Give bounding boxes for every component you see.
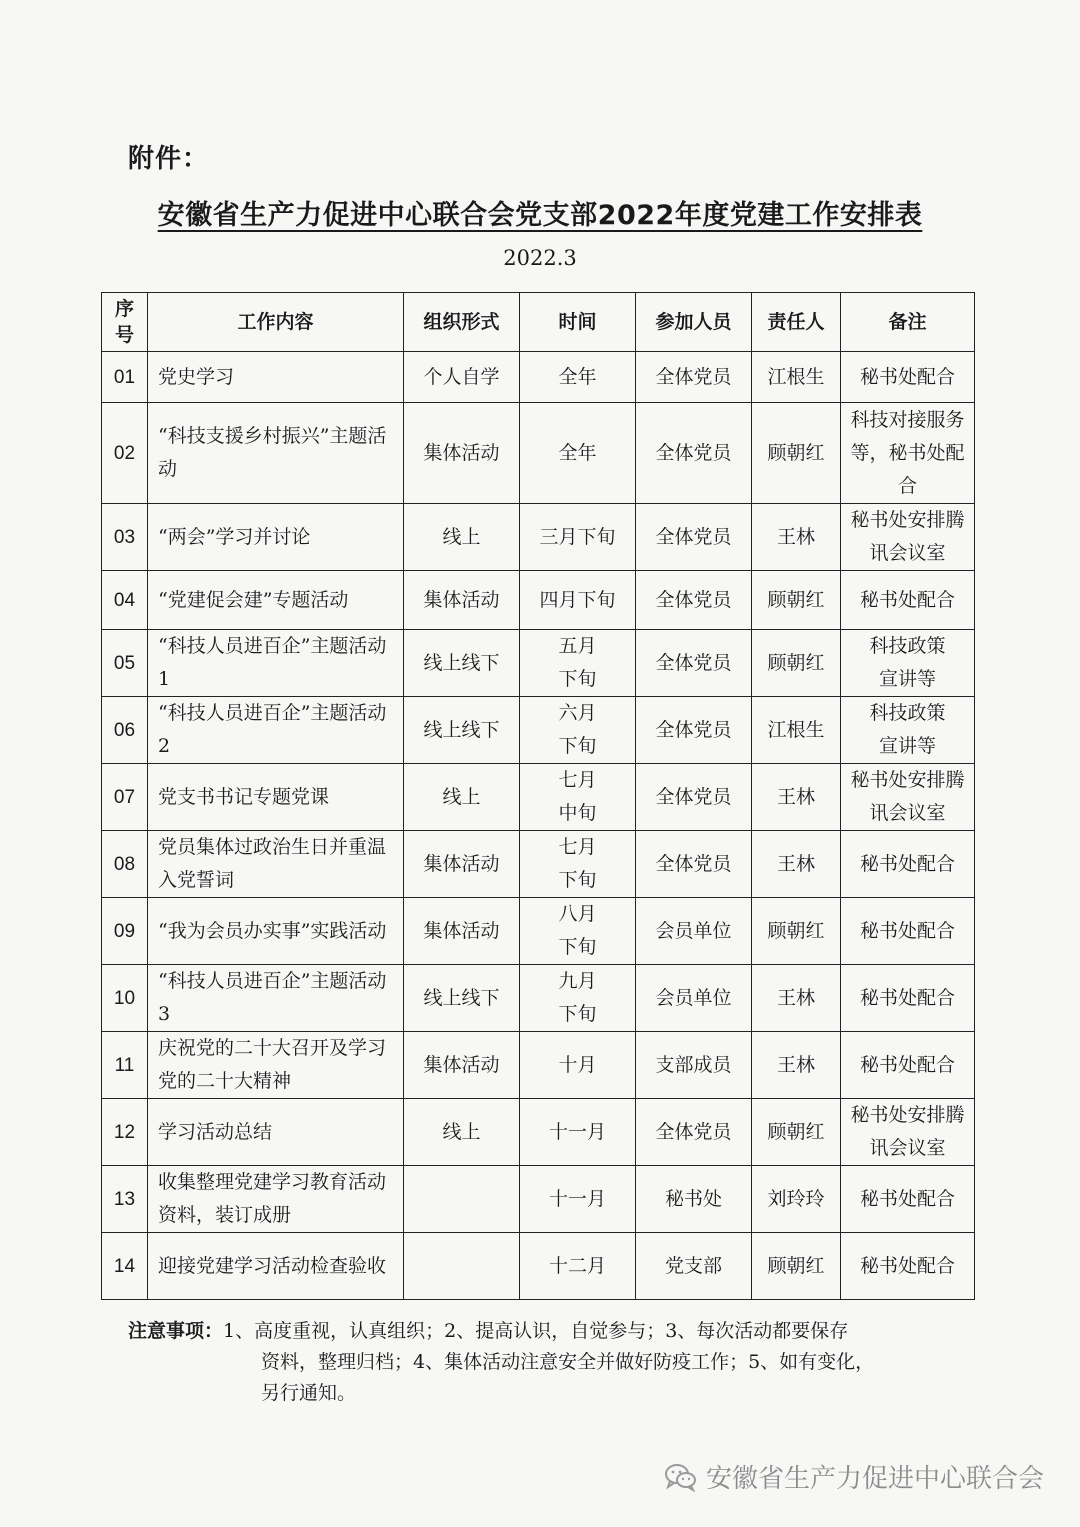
cell-remarks: 秘书处配合	[841, 1032, 975, 1099]
cell-no: 06	[102, 697, 148, 764]
cell-no: 03	[102, 504, 148, 571]
header-no: 序号	[102, 293, 148, 352]
cell-time: 全年	[520, 352, 636, 403]
cell-responsible: 江根生	[752, 697, 841, 764]
cell-participants: 会员单位	[636, 965, 752, 1032]
notes-line-2: 资料，整理归档；4、集体活动注意安全并做好防疫工作；5、如有变化，	[261, 1351, 875, 1373]
cell-form: 线上线下	[404, 965, 520, 1032]
cell-remarks: 秘书处配合	[841, 831, 975, 898]
schedule-table	[101, 292, 975, 1300]
cell-responsible: 顾朝红	[752, 630, 841, 697]
cell-content: “科技支援乡村振兴”主题活动	[148, 403, 404, 504]
cell-time: 十二月	[520, 1233, 636, 1300]
table-row	[102, 403, 975, 504]
table-row	[102, 898, 975, 965]
attachment-label: 附件：	[128, 144, 210, 174]
cell-no: 13	[102, 1166, 148, 1233]
cell-responsible: 江根生	[752, 352, 841, 403]
table-row	[102, 1032, 975, 1099]
cell-participants: 全体党员	[636, 403, 752, 504]
header-participants: 参加人员	[636, 293, 752, 352]
cell-participants: 全体党员	[636, 504, 752, 571]
cell-time: 十一月	[520, 1099, 636, 1166]
cell-no: 14	[102, 1233, 148, 1300]
cell-remarks: 秘书处配合	[841, 1166, 975, 1233]
document-title: 安徽省生产力促进中心联合会党支部2022年度党建工作安排表	[157, 200, 923, 231]
cell-no: 07	[102, 764, 148, 831]
cell-no: 10	[102, 965, 148, 1032]
cell-participants: 全体党员	[636, 352, 752, 403]
notes-label: 注意事项：	[128, 1320, 224, 1342]
table-row	[102, 764, 975, 831]
cell-form: 线上	[404, 764, 520, 831]
table-row	[102, 504, 975, 571]
cell-no: 12	[102, 1099, 148, 1166]
cell-content: “科技人员进百企”主题活动1	[148, 630, 404, 697]
cell-responsible: 王林	[752, 504, 841, 571]
cell-participants: 全体党员	[636, 831, 752, 898]
header-content: 工作内容	[148, 293, 404, 352]
table-row	[102, 1166, 975, 1233]
cell-form: 线上	[404, 1099, 520, 1166]
cell-form: 集体活动	[404, 1032, 520, 1099]
cell-content: 党支书书记专题党课	[148, 764, 404, 831]
table-row	[102, 352, 975, 403]
cell-remarks: 秘书处配合	[841, 352, 975, 403]
cell-time: 三月下旬	[520, 504, 636, 571]
notes-section	[128, 1316, 958, 1409]
cell-no: 08	[102, 831, 148, 898]
table-row	[102, 630, 975, 697]
cell-content: 党史学习	[148, 352, 404, 403]
cell-content: “党建促会建”专题活动	[148, 571, 404, 630]
cell-participants: 全体党员	[636, 571, 752, 630]
cell-content: “两会”学习并讨论	[148, 504, 404, 571]
wechat-icon	[664, 1462, 698, 1492]
cell-content: 收集整理党建学习教育活动资料，装订成册	[148, 1166, 404, 1233]
cell-time: 十月	[520, 1032, 636, 1099]
cell-form: 线上	[404, 504, 520, 571]
cell-content: 学习活动总结	[148, 1099, 404, 1166]
cell-form	[404, 1166, 520, 1233]
cell-participants: 支部成员	[636, 1032, 752, 1099]
cell-responsible: 刘玲玲	[752, 1166, 841, 1233]
cell-form: 集体活动	[404, 898, 520, 965]
cell-no: 11	[102, 1032, 148, 1099]
cell-remarks: 科技政策宣讲等	[841, 697, 975, 764]
cell-no: 09	[102, 898, 148, 965]
cell-remarks: 秘书处安排腾讯会议室	[841, 764, 975, 831]
document-date: 2022.3	[503, 246, 577, 270]
header-responsible: 责任人	[752, 293, 841, 352]
cell-participants: 全体党员	[636, 764, 752, 831]
cell-form: 线上线下	[404, 630, 520, 697]
cell-remarks: 科技政策宣讲等	[841, 630, 975, 697]
cell-content: 庆祝党的二十大召开及学习党的二十大精神	[148, 1032, 404, 1099]
header-remarks: 备注	[841, 293, 975, 352]
cell-content: “科技人员进百企”主题活动3	[148, 965, 404, 1032]
cell-no: 01	[102, 352, 148, 403]
cell-responsible: 王林	[752, 831, 841, 898]
watermark	[664, 1458, 1044, 1495]
cell-remarks: 秘书处安排腾讯会议室	[841, 1099, 975, 1166]
cell-participants: 党支部	[636, 1233, 752, 1300]
cell-content: “科技人员进百企”主题活动2	[148, 697, 404, 764]
cell-no: 05	[102, 630, 148, 697]
table-row	[102, 831, 975, 898]
cell-remarks: 秘书处配合	[841, 898, 975, 965]
cell-time: 六月下旬	[520, 697, 636, 764]
cell-responsible: 顾朝红	[752, 403, 841, 504]
cell-form	[404, 1233, 520, 1300]
cell-time: 十一月	[520, 1166, 636, 1233]
cell-responsible: 顾朝红	[752, 898, 841, 965]
cell-no: 04	[102, 571, 148, 630]
table-row	[102, 1099, 975, 1166]
header-time: 时间	[520, 293, 636, 352]
cell-responsible: 顾朝红	[752, 1099, 841, 1166]
cell-remarks: 秘书处配合	[841, 965, 975, 1032]
table-body	[102, 352, 975, 1300]
cell-content: 党员集体过政治生日并重温入党誓词	[148, 831, 404, 898]
document-title-wrap	[0, 193, 1080, 232]
cell-time: 九月下旬	[520, 965, 636, 1032]
cell-content: 迎接党建学习活动检查验收	[148, 1233, 404, 1300]
cell-remarks: 秘书处配合	[841, 1233, 975, 1300]
cell-content: “我为会员办实事”实践活动	[148, 898, 404, 965]
cell-responsible: 王林	[752, 1032, 841, 1099]
cell-time: 七月下旬	[520, 831, 636, 898]
notes-line-3: 另行通知。	[261, 1382, 357, 1404]
cell-form: 集体活动	[404, 571, 520, 630]
cell-participants: 全体党员	[636, 697, 752, 764]
cell-responsible: 顾朝红	[752, 571, 841, 630]
cell-form: 集体活动	[404, 403, 520, 504]
cell-participants: 全体党员	[636, 1099, 752, 1166]
cell-responsible: 王林	[752, 764, 841, 831]
cell-form: 集体活动	[404, 831, 520, 898]
cell-time: 四月下旬	[520, 571, 636, 630]
cell-participants: 会员单位	[636, 898, 752, 965]
table-row	[102, 1233, 975, 1300]
cell-form: 线上线下	[404, 697, 520, 764]
header-form: 组织形式	[404, 293, 520, 352]
watermark-text: 安徽省生产力促进中心联合会	[705, 1464, 1044, 1494]
notes-line-1: 1、高度重视，认真组织；2、提高认识，自觉参与；3、每次活动都要保存	[223, 1320, 849, 1342]
cell-time: 七月中旬	[520, 764, 636, 831]
table-header-row	[102, 293, 975, 352]
table-row	[102, 697, 975, 764]
cell-participants: 全体党员	[636, 630, 752, 697]
cell-remarks: 科技对接服务等，秘书处配合	[841, 403, 975, 504]
cell-remarks: 秘书处配合	[841, 571, 975, 630]
cell-time: 五月下旬	[520, 630, 636, 697]
cell-time: 全年	[520, 403, 636, 504]
cell-responsible: 王林	[752, 965, 841, 1032]
table-row	[102, 965, 975, 1032]
cell-responsible: 顾朝红	[752, 1233, 841, 1300]
table-row	[102, 571, 975, 630]
cell-participants: 秘书处	[636, 1166, 752, 1233]
cell-form: 个人自学	[404, 352, 520, 403]
cell-remarks: 秘书处安排腾讯会议室	[841, 504, 975, 571]
cell-time: 八月下旬	[520, 898, 636, 965]
cell-no: 02	[102, 403, 148, 504]
